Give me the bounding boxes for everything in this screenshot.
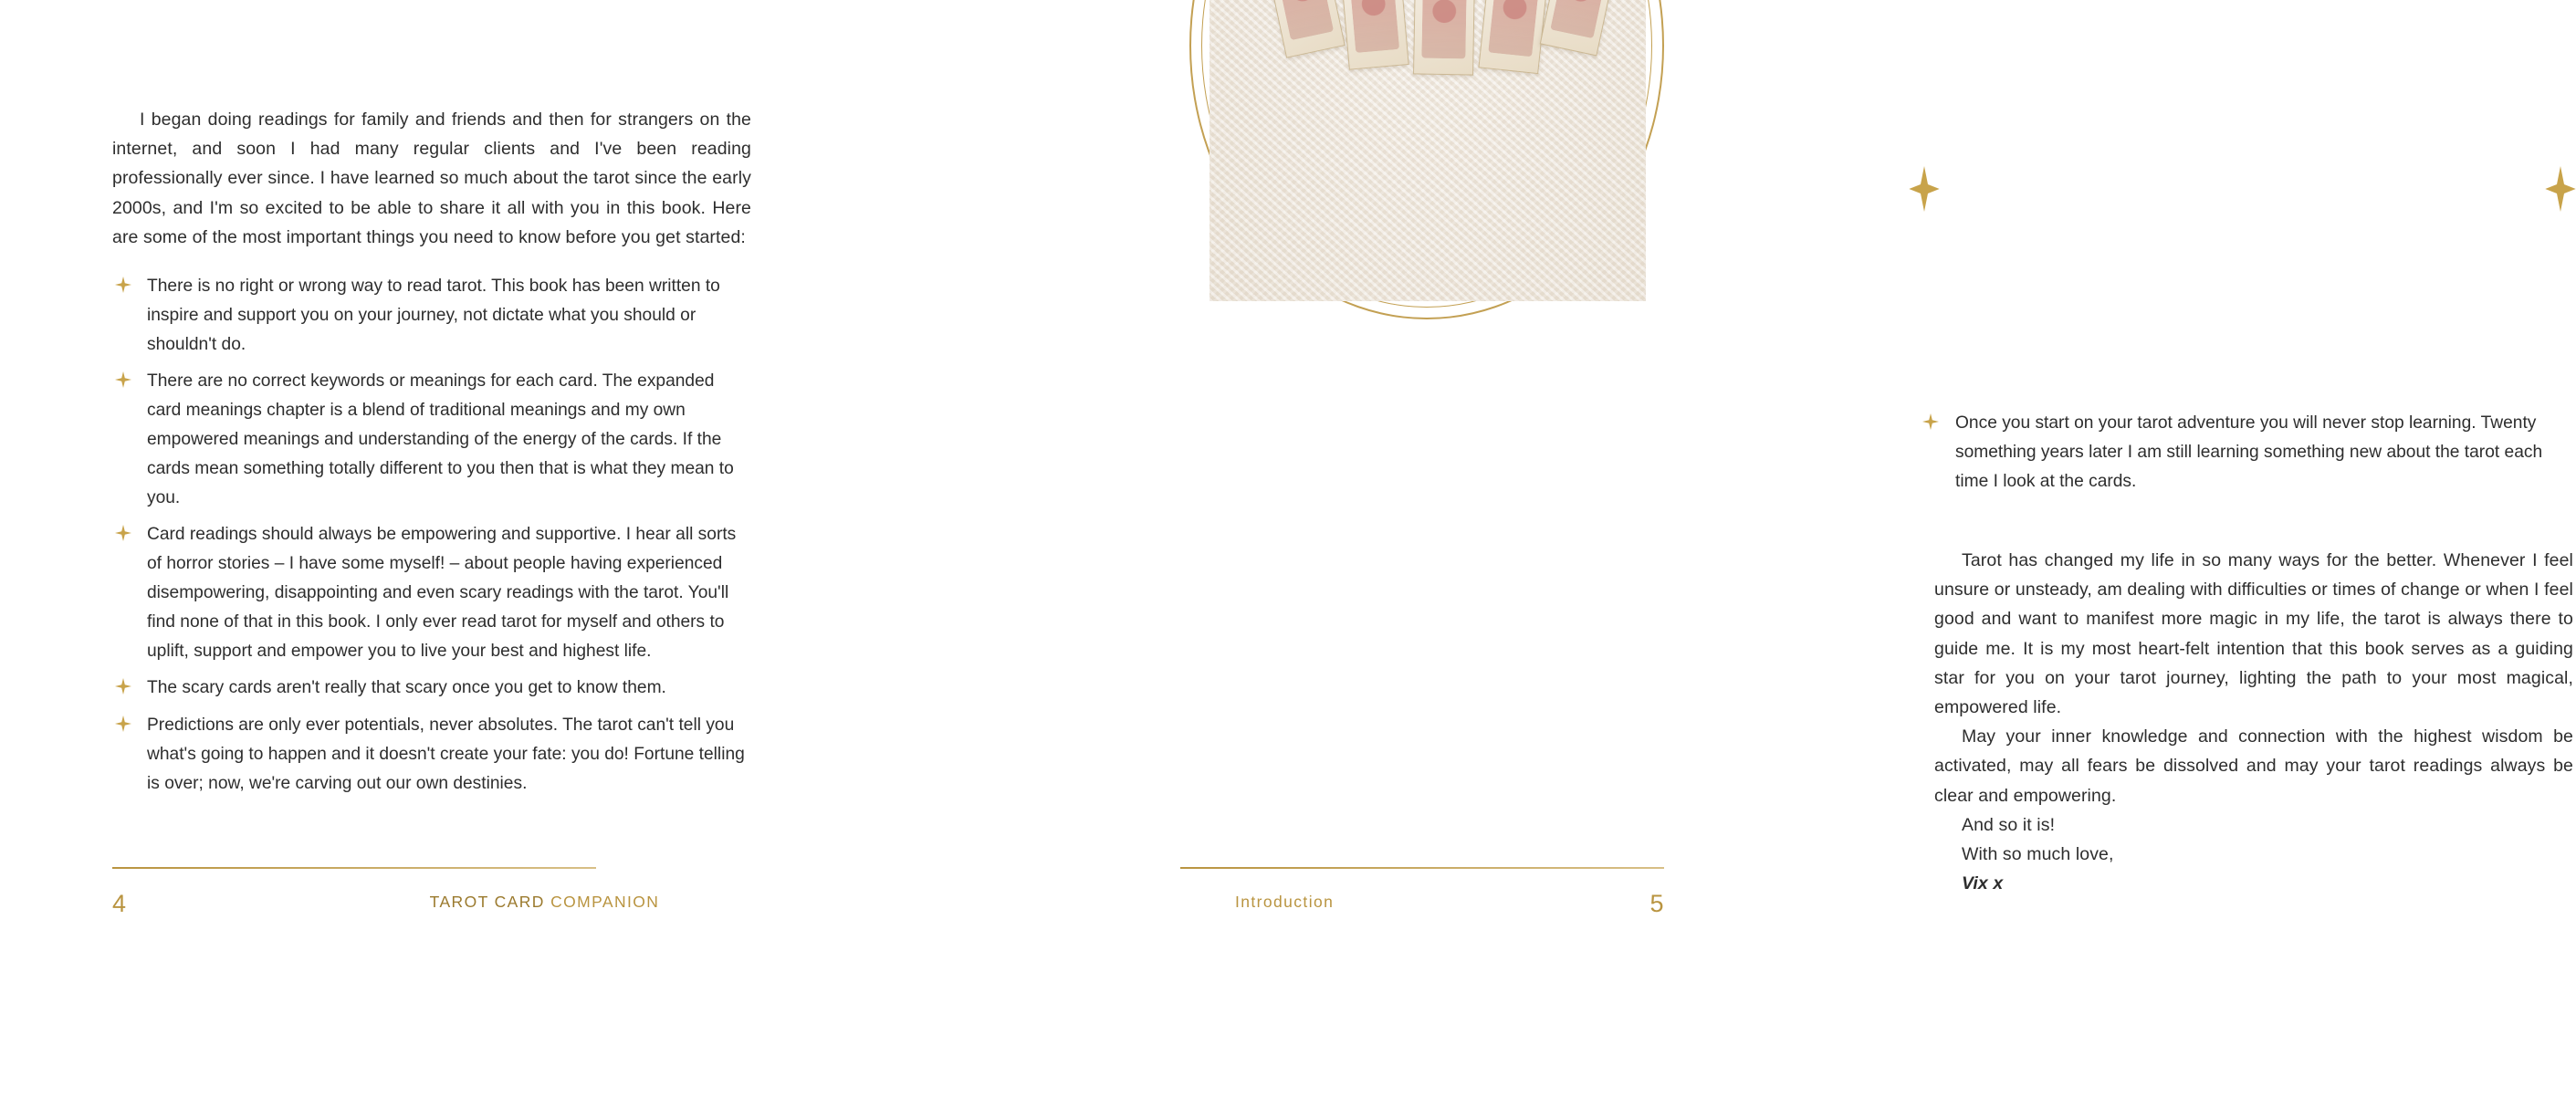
tarot-spread-photo <box>1189 0 1664 319</box>
list-item-text: There is no right or wrong way to read tarot. This book has been written to inspire and support you on your journey, not dictate what you should or shouldn't do. <box>147 277 720 354</box>
body-paragraph: With so much love, <box>1962 844 2114 865</box>
tarot-card <box>1413 0 1475 76</box>
sparkle-icon-right <box>2545 166 2576 216</box>
list-item-text: Once you start on your tarot adventure you will never stop learning. Twenty something years later I am still learning something new about the tarot each time I look at the cards. <box>1955 413 2543 491</box>
tarot-card <box>1478 0 1548 74</box>
running-head-strong: TAROT CARD <box>429 893 551 911</box>
body-paragraph: And so it is! <box>1962 814 2056 835</box>
list-item-text: There are no correct keywords or meanings for each card. The expanded card meanings chapter is a blend of traditional meanings and my own empowered meanings and understanding of the energy of the cards. If the cards mean something totally different to you then that is what they mean to you. <box>147 371 734 507</box>
right-text-column <box>1934 546 2573 898</box>
running-head-rest: COMPANION <box>550 893 660 911</box>
sparkle-icon <box>115 277 131 297</box>
left-text-column <box>112 105 751 807</box>
list-item <box>112 272 751 359</box>
list-item-text: Predictions are only ever potentials, never absolutes. The tarot can't tell you what's going to happen and it doesn't create your fate: you do! Fortune telling is over; now, we're carving out our own destinies. <box>147 716 745 793</box>
list-item-text: Card readings should always be empowering and supportive. I hear all sorts of horror stories – I have some myself! – about people having experienced disempowering, disappointing and even scary readings with the tarot. You'll find none of that in this book. I only ever read tarot for myself and others to uplift, support and empower you to live your best and highest life. <box>147 525 737 661</box>
right-bullet-list <box>1914 409 2573 496</box>
page-number-right: 5 <box>1649 890 1664 917</box>
footer-divider <box>1180 867 1664 869</box>
sparkle-icon <box>115 525 131 545</box>
sparkle-icon <box>115 371 131 392</box>
body-paragraph: Tarot has changed my life in so many ways for the better. Whenever I feel unsure or unsteady, am dealing with difficulties or times of change or when I feel good and want to manifest more magic in my life, the tarot is always there to guide me. It is my most heart-felt intention that this book serves as a guiding star for you on your tarot journey, lighting the path to your most magical, empowered life. <box>1934 550 2573 718</box>
list-item <box>112 520 751 665</box>
list-item <box>112 711 751 798</box>
list-item <box>112 674 751 703</box>
sparkle-icon <box>1922 413 1939 434</box>
left-page <box>0 0 888 1097</box>
sparkle-icon-left <box>1909 166 1940 216</box>
running-head-right: Introduction <box>1235 893 1335 911</box>
signature: Vix x <box>1962 873 2004 894</box>
sparkle-icon <box>115 716 131 736</box>
footer-divider <box>112 867 596 869</box>
list-item <box>112 367 751 512</box>
intro-paragraph: I began doing readings for family and friends and then for strangers on the internet, and soon I had many regular clients and I've been reading professionally ever since. I have learned so much about the tarot since the early 2000s, and I'm so excited to be able to share it all with you in this book. Here are some of the most important things you need to know before you get started: <box>112 110 751 247</box>
tarot-card <box>1340 0 1408 70</box>
left-bullet-list <box>112 272 751 799</box>
right-page <box>888 0 2573 1097</box>
page-number-left: 4 <box>112 890 127 917</box>
running-head-left <box>0 893 888 912</box>
sparkle-icon <box>115 678 131 698</box>
photo-image <box>1209 0 1646 301</box>
body-paragraph: May your inner knowledge and connection with the highest wisdom be activated, may all fears be dissolved and may your tarot readings always be clear and empowering. <box>1934 726 2573 806</box>
list-item-text: The scary cards aren't really that scary once you get to know them. <box>147 678 666 698</box>
list-item <box>1914 409 2573 496</box>
photo-inner-gold-ring <box>1201 0 1652 308</box>
